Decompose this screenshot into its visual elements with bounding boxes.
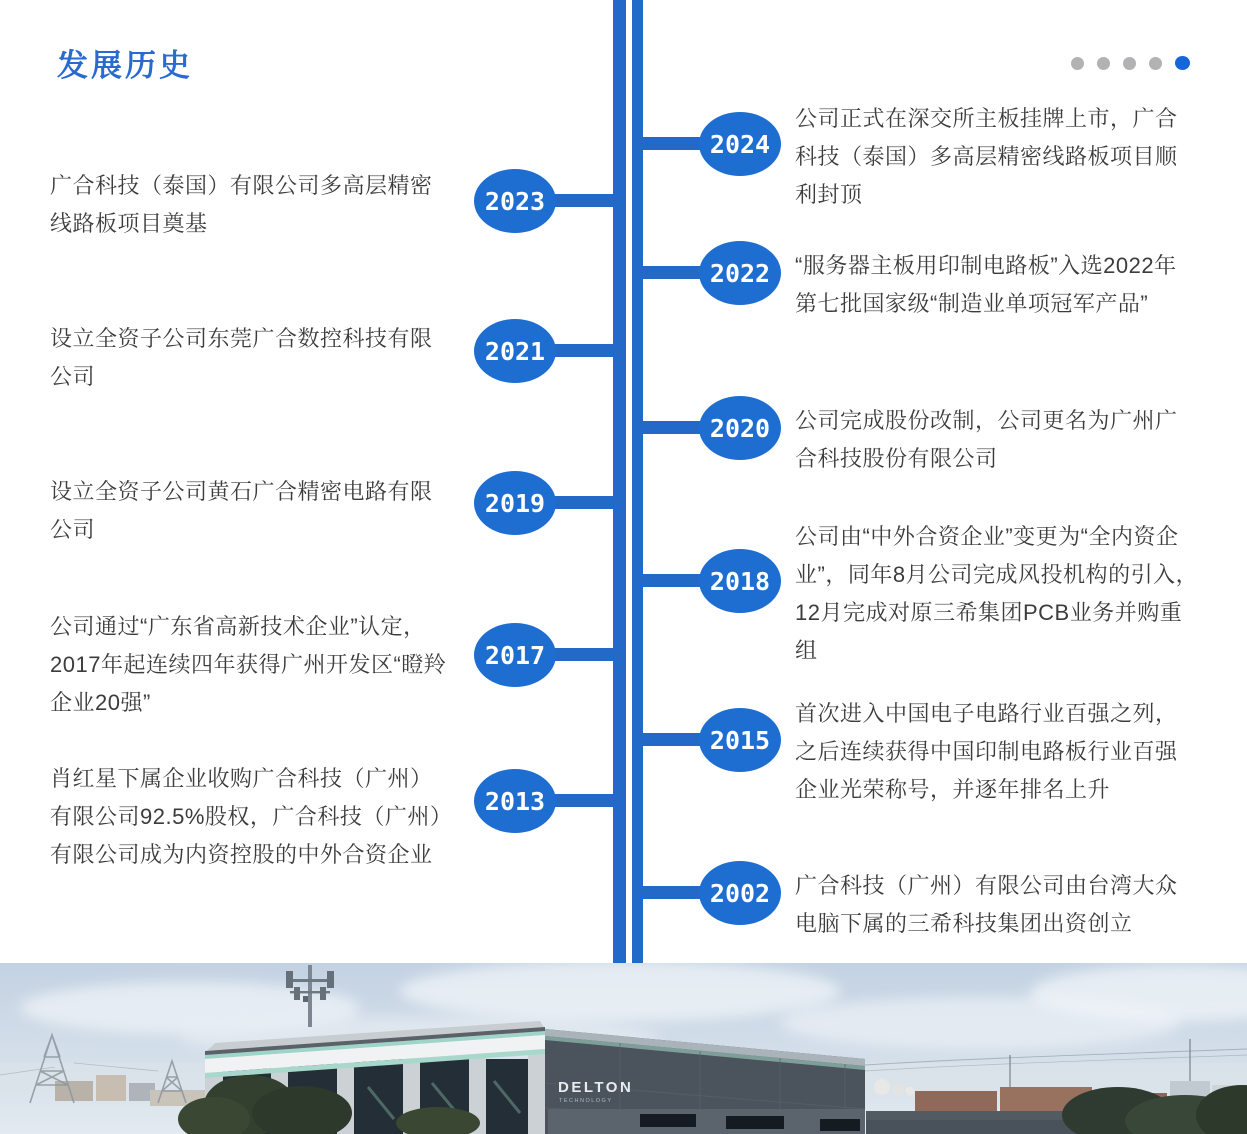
timeline-entry-text: 公司通过“广东省高新技术企业”认定，2017年起连续四年获得广州开发区“瞪羚企业20强”	[50, 614, 447, 715]
carousel-dot-1[interactable]	[1071, 57, 1084, 70]
year-label: 2018	[709, 566, 771, 596]
timeline-year-bubble	[474, 169, 556, 233]
year-label: 2022	[709, 258, 771, 288]
timeline-year-bubble	[699, 112, 781, 176]
year-label: 2020	[709, 413, 771, 443]
timeline-entry-text: “服务器主板用印制电路板”入选2022年第七批国家级“制造业单项冠军产品”	[795, 253, 1177, 316]
timeline-entry-text: 公司正式在深交所主板挂牌上市，广合科技（泰国）多高层精密线路板项目顺利封顶	[795, 106, 1178, 207]
timeline-entry-text: 广合科技（广州）有限公司由台湾大众电脑下属的三希科技集团出资创立	[795, 873, 1178, 936]
timeline-entry-text: 肖红星下属企业收购广合科技（广州）有限公司92.5%股权，广合科技（广州）有限公司成为内资控股的中外合资企业	[50, 766, 442, 867]
timeline-entry-text: 公司由“中外合资企业”变更为“全内资企业”，同年8月公司完成风投机构的引入，12月完成对原三希集团PCB业务并购重组	[795, 524, 1199, 663]
timeline-connector	[548, 794, 622, 807]
carousel-dot-4[interactable]	[1149, 57, 1162, 70]
year-label: 2024	[709, 129, 771, 159]
carousel-pagination	[1071, 56, 1190, 70]
timeline-year-bubble	[474, 769, 556, 833]
timeline-connector	[638, 574, 704, 587]
timeline-connector	[548, 344, 622, 357]
timeline-connector	[638, 266, 704, 279]
year-label: 2002	[709, 878, 771, 908]
year-label: 2021	[484, 336, 546, 366]
timeline-year-bubble	[699, 549, 781, 613]
year-label: 2023	[484, 186, 546, 216]
building-sign-subtext: TECHNOLOGY	[559, 1098, 613, 1104]
timeline-year-bubble	[474, 623, 556, 687]
year-label: 2019	[484, 488, 546, 518]
carousel-dot-5-active[interactable]	[1175, 56, 1190, 70]
timeline-year-bubble	[699, 241, 781, 305]
timeline-year-bubble	[699, 861, 781, 925]
timeline-connector	[638, 733, 704, 746]
carousel-dot-3[interactable]	[1123, 57, 1136, 70]
timeline-rail-left	[613, 0, 626, 963]
timeline-connector	[548, 648, 622, 661]
timeline-entry-text: 设立全资子公司东莞广合数控科技有限公司	[50, 326, 433, 389]
timeline-connector	[638, 137, 704, 150]
year-label: 2013	[484, 786, 546, 816]
timeline-year-bubble	[699, 396, 781, 460]
carousel-dot-2[interactable]	[1097, 57, 1110, 70]
timeline-year-bubble	[474, 319, 556, 383]
timeline-year-bubble	[699, 708, 781, 772]
year-label: 2015	[709, 725, 771, 755]
timeline-connector	[638, 421, 704, 434]
year-label: 2017	[484, 640, 546, 670]
timeline-entry-text: 首次进入中国电子电路行业百强之列，之后连续获得中国印制电路板行业百强企业光荣称号，并逐年排名上升	[795, 701, 1178, 802]
page-title: 发展历史	[57, 48, 193, 83]
building-photo	[0, 963, 1247, 1134]
timeline-connector	[638, 886, 704, 899]
timeline-entry-text: 广合科技（泰国）有限公司多高层精密线路板项目奠基	[50, 173, 433, 236]
timeline-entry-text: 设立全资子公司黄石广合精密电路有限公司	[50, 479, 433, 542]
timeline-connector	[548, 496, 622, 509]
building-sign-text: DELTON	[558, 1079, 634, 1096]
timeline-connector	[548, 194, 622, 207]
timeline-year-bubble	[474, 471, 556, 535]
timeline-entry-text: 公司完成股份改制，公司更名为广州广合科技股份有限公司	[795, 408, 1178, 471]
